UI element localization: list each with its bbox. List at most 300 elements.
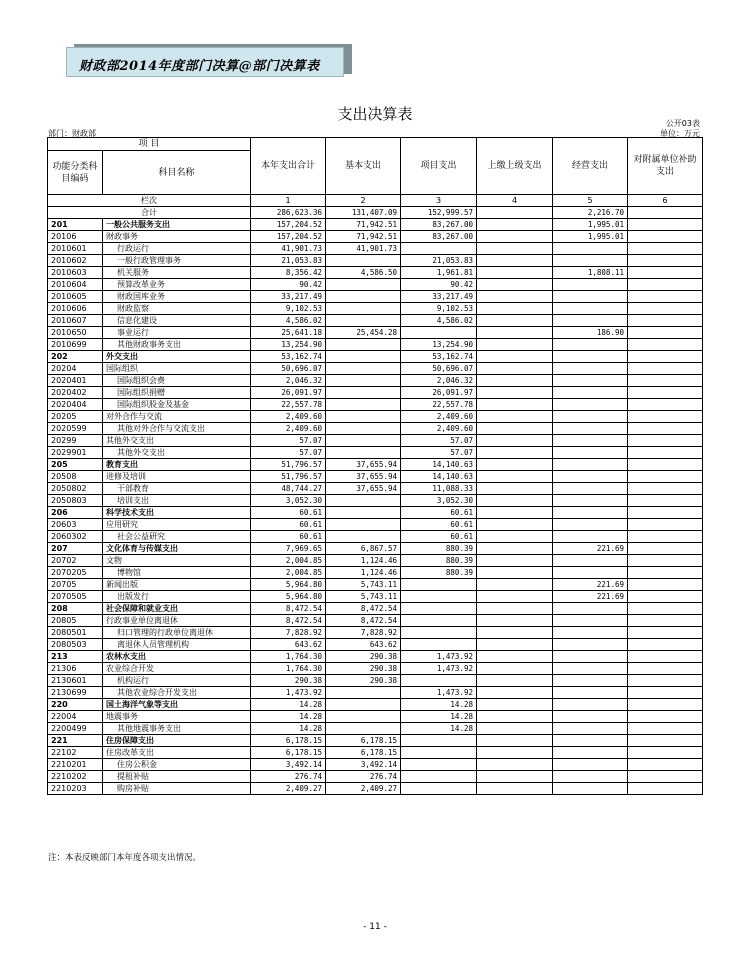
amount-cell: 8,356.42 <box>251 267 326 279</box>
amount-cell: 22,557.78 <box>401 399 477 411</box>
amount-cell: 21,053.83 <box>251 255 326 267</box>
subject-name: 文化体育与传媒支出 <box>103 543 251 555</box>
amount-cell: 8,472.54 <box>326 615 401 627</box>
amount-cell <box>401 603 477 615</box>
table-number: 公开03表 <box>665 119 700 128</box>
amount-cell: 22,557.78 <box>251 399 326 411</box>
amount-cell <box>628 687 703 699</box>
amount-cell <box>628 207 703 219</box>
amount-cell: 2,409.60 <box>401 411 477 423</box>
subject-name: 干部教育 <box>103 483 251 495</box>
subject-name: 新闻出版 <box>103 579 251 591</box>
amount-cell: 13,254.90 <box>401 339 477 351</box>
amount-cell <box>553 483 628 495</box>
subject-code: 2080503 <box>48 639 103 651</box>
amount-cell <box>477 363 553 375</box>
amount-cell: 53,162.74 <box>401 351 477 363</box>
amount-cell: 221.69 <box>553 579 628 591</box>
amount-cell: 7,828.92 <box>326 627 401 639</box>
subject-code: 2210203 <box>48 783 103 795</box>
subject-code: 208 <box>48 603 103 615</box>
amount-cell <box>553 723 628 735</box>
amount-cell: 25,454.28 <box>326 327 401 339</box>
amount-cell: 5,743.11 <box>326 591 401 603</box>
table-row <box>48 255 703 267</box>
amount-cell <box>553 567 628 579</box>
subject-code: 22102 <box>48 747 103 759</box>
amount-cell <box>326 435 401 447</box>
subject-code: 2010604 <box>48 279 103 291</box>
table-row <box>48 543 703 555</box>
amount-cell <box>477 579 553 591</box>
amount-cell <box>477 723 553 735</box>
subject-code: 20603 <box>48 519 103 531</box>
amount-cell: 1,995.01 <box>553 219 628 231</box>
amount-cell: 6,178.15 <box>326 747 401 759</box>
amount-cell: 14.28 <box>401 711 477 723</box>
amount-cell: 83,267.00 <box>401 231 477 243</box>
amount-cell <box>477 219 553 231</box>
subject-code: 202 <box>48 351 103 363</box>
amount-cell <box>477 207 553 219</box>
table-row <box>48 531 703 543</box>
amount-cell: 880.39 <box>401 555 477 567</box>
amount-cell <box>326 531 401 543</box>
amount-cell <box>401 327 477 339</box>
amount-cell <box>628 555 703 567</box>
amount-cell <box>553 771 628 783</box>
amount-cell: 14.28 <box>251 699 326 711</box>
amount-cell <box>553 687 628 699</box>
amount-cell <box>553 783 628 795</box>
subject-name: 对外合作与交流 <box>103 411 251 423</box>
amount-cell <box>628 675 703 687</box>
amount-cell <box>401 615 477 627</box>
amount-cell <box>553 243 628 255</box>
subject-name: 归口管理的行政单位离退休 <box>103 627 251 639</box>
column-index: 5 <box>553 195 628 207</box>
amount-cell <box>553 351 628 363</box>
subject-name: 文物 <box>103 555 251 567</box>
amount-cell <box>553 435 628 447</box>
amount-cell <box>477 531 553 543</box>
table-row <box>48 663 703 675</box>
amount-cell: 57.07 <box>401 435 477 447</box>
subject-name: 农林水支出 <box>103 651 251 663</box>
amount-cell <box>477 375 553 387</box>
subject-name: 其他农业综合开发支出 <box>103 687 251 699</box>
subject-name: 住房公积金 <box>103 759 251 771</box>
amount-cell <box>628 699 703 711</box>
amount-cell <box>628 411 703 423</box>
amount-cell <box>553 759 628 771</box>
table-row <box>48 243 703 255</box>
amount-cell <box>628 387 703 399</box>
table-row <box>48 783 703 795</box>
amount-cell <box>477 315 553 327</box>
subject-code: 2130699 <box>48 687 103 699</box>
amount-cell: 2,216.70 <box>553 207 628 219</box>
amount-cell <box>477 387 553 399</box>
amount-cell <box>477 759 553 771</box>
table-row <box>48 399 703 411</box>
subject-name: 住房改革支出 <box>103 747 251 759</box>
amount-cell: 90.42 <box>251 279 326 291</box>
table-row <box>48 495 703 507</box>
amount-cell: 25,641.18 <box>251 327 326 339</box>
table-row <box>48 627 703 639</box>
amount-cell <box>553 411 628 423</box>
amount-cell <box>628 531 703 543</box>
table-row <box>48 747 703 759</box>
amount-cell <box>628 483 703 495</box>
amount-cell: 157,204.52 <box>251 219 326 231</box>
amount-cell <box>628 771 703 783</box>
unit-label: 单位：万元 <box>660 129 700 138</box>
subject-code: 206 <box>48 507 103 519</box>
amount-cell: 90.42 <box>401 279 477 291</box>
table-row <box>48 411 703 423</box>
table-body <box>48 207 703 795</box>
amount-cell: 41,901.73 <box>326 243 401 255</box>
amount-cell <box>326 387 401 399</box>
amount-cell <box>628 351 703 363</box>
amount-cell <box>477 267 553 279</box>
table-row <box>48 339 703 351</box>
amount-cell <box>628 327 703 339</box>
amount-cell <box>628 711 703 723</box>
subject-code: 2029901 <box>48 447 103 459</box>
amount-cell <box>553 279 628 291</box>
amount-cell <box>628 615 703 627</box>
subject-name: 其他财政事务支出 <box>103 339 251 351</box>
subject-name: 国际组织会费 <box>103 375 251 387</box>
subject-code: 20204 <box>48 363 103 375</box>
table-row <box>48 711 703 723</box>
amount-cell: 1,473.92 <box>401 687 477 699</box>
amount-cell: 13,254.90 <box>251 339 326 351</box>
amount-cell <box>628 471 703 483</box>
table-row <box>48 459 703 471</box>
amount-cell <box>553 255 628 267</box>
subject-code: 2020599 <box>48 423 103 435</box>
amount-cell <box>326 279 401 291</box>
column-index: 1 <box>251 195 326 207</box>
amount-cell: 2,004.85 <box>251 567 326 579</box>
amount-cell: 14,140.63 <box>401 459 477 471</box>
amount-cell <box>553 447 628 459</box>
amount-cell <box>553 735 628 747</box>
subject-name: 进修及培训 <box>103 471 251 483</box>
subject-code: 2010603 <box>48 267 103 279</box>
table-row <box>48 471 703 483</box>
amount-cell: 50,696.07 <box>401 363 477 375</box>
amount-cell: 157,204.52 <box>251 231 326 243</box>
amount-cell: 9,102.53 <box>251 303 326 315</box>
amount-cell: 3,492.14 <box>251 759 326 771</box>
subject-code: 2080501 <box>48 627 103 639</box>
amount-cell: 5,743.11 <box>326 579 401 591</box>
amount-cell <box>477 279 553 291</box>
table-row <box>48 291 703 303</box>
amount-cell: 2,409.60 <box>251 423 326 435</box>
amount-cell <box>553 519 628 531</box>
amount-cell <box>477 615 553 627</box>
item-header: 项 目 <box>48 138 251 151</box>
amount-cell <box>553 339 628 351</box>
amount-cell <box>553 747 628 759</box>
amount-cell: 643.62 <box>251 639 326 651</box>
amount-cell: 2,409.60 <box>251 411 326 423</box>
subject-name: 国土海洋气象等支出 <box>103 699 251 711</box>
subject-name: 外交支出 <box>103 351 251 363</box>
amount-cell: 4,586.02 <box>251 315 326 327</box>
amount-cell: 60.61 <box>401 531 477 543</box>
amount-cell <box>401 735 477 747</box>
subject-name: 离退休人员管理机构 <box>103 639 251 651</box>
amount-cell <box>326 723 401 735</box>
amount-cell: 5,964.80 <box>251 579 326 591</box>
subject-code: 2010602 <box>48 255 103 267</box>
amount-cell: 1,473.92 <box>401 663 477 675</box>
amount-cell <box>477 507 553 519</box>
subject-code: 2050803 <box>48 495 103 507</box>
table-row <box>48 615 703 627</box>
amount-cell <box>326 351 401 363</box>
subject-code: 2010699 <box>48 339 103 351</box>
amount-cell <box>628 219 703 231</box>
amount-cell: 51,796.57 <box>251 471 326 483</box>
banner-text: 财政部2014年度部门决算@部门决算表 <box>79 59 320 74</box>
table-row <box>48 771 703 783</box>
table-row <box>48 723 703 735</box>
amount-cell: 37,655.94 <box>326 459 401 471</box>
subject-name: 农业综合开发 <box>103 663 251 675</box>
amount-cell: 643.62 <box>326 639 401 651</box>
subject-name: 机构运行 <box>103 675 251 687</box>
amount-cell <box>477 675 553 687</box>
table-row <box>48 687 703 699</box>
subject-code: 20205 <box>48 411 103 423</box>
column-index: 4 <box>477 195 553 207</box>
table-row <box>48 735 703 747</box>
amount-cell <box>628 375 703 387</box>
amount-cell <box>326 495 401 507</box>
amount-cell <box>553 303 628 315</box>
table-row <box>48 651 703 663</box>
amount-cell <box>553 711 628 723</box>
amount-cell <box>553 507 628 519</box>
amount-cell <box>553 471 628 483</box>
amount-cell <box>628 567 703 579</box>
amount-cell <box>477 495 553 507</box>
table-row <box>48 507 703 519</box>
amount-cell <box>477 543 553 555</box>
subject-name: 机关服务 <box>103 267 251 279</box>
subject-code: 201 <box>48 219 103 231</box>
amount-cell: 2,409.60 <box>401 423 477 435</box>
amount-cell <box>477 699 553 711</box>
table-row <box>48 675 703 687</box>
subject-name: 财政监察 <box>103 303 251 315</box>
amount-cell <box>628 447 703 459</box>
amount-cell <box>326 687 401 699</box>
table-row <box>48 219 703 231</box>
amount-cell: 1,124.46 <box>326 555 401 567</box>
amount-cell <box>628 363 703 375</box>
subject-code: 2210202 <box>48 771 103 783</box>
amount-cell: 57.07 <box>251 447 326 459</box>
amount-cell: 37,655.94 <box>326 483 401 495</box>
subject-name: 社会保障和就业支出 <box>103 603 251 615</box>
subject-code: 207 <box>48 543 103 555</box>
amount-cell: 1,764.30 <box>251 663 326 675</box>
amount-cell: 290.38 <box>326 663 401 675</box>
column-index: 3 <box>401 195 477 207</box>
amount-cell <box>628 663 703 675</box>
amount-cell <box>326 423 401 435</box>
subject-name: 购房补贴 <box>103 783 251 795</box>
subject-code: 2210201 <box>48 759 103 771</box>
amount-cell <box>553 315 628 327</box>
subject-name: 事业运行 <box>103 327 251 339</box>
amount-cell <box>401 591 477 603</box>
amount-cell: 60.61 <box>401 519 477 531</box>
subject-name: 国际组织捐赠 <box>103 387 251 399</box>
amount-cell: 6,867.57 <box>326 543 401 555</box>
subject-code: 2020401 <box>48 375 103 387</box>
table-row <box>48 699 703 711</box>
amount-cell <box>477 327 553 339</box>
amount-cell: 7,828.92 <box>251 627 326 639</box>
subject-name: 一般公共服务支出 <box>103 219 251 231</box>
amount-cell <box>326 315 401 327</box>
subject-code: 2010650 <box>48 327 103 339</box>
amount-cell: 131,407.09 <box>326 207 401 219</box>
table-row <box>48 603 703 615</box>
col-header-project: 项目支出 <box>401 138 477 195</box>
subject-name: 社会公益研究 <box>103 531 251 543</box>
amount-cell <box>553 375 628 387</box>
amount-cell: 6,178.15 <box>326 735 401 747</box>
amount-cell: 33,217.49 <box>251 291 326 303</box>
amount-cell <box>477 591 553 603</box>
amount-cell <box>477 471 553 483</box>
subject-name: 培训支出 <box>103 495 251 507</box>
amount-cell <box>477 735 553 747</box>
subject-code: 2200499 <box>48 723 103 735</box>
amount-cell: 1,764.30 <box>251 651 326 663</box>
amount-cell: 37,655.94 <box>326 471 401 483</box>
amount-cell <box>326 255 401 267</box>
subject-name: 一般行政管理事务 <box>103 255 251 267</box>
table-row <box>48 267 703 279</box>
amount-cell <box>477 483 553 495</box>
amount-cell: 2,046.32 <box>251 375 326 387</box>
subject-name: 国际组织 <box>103 363 251 375</box>
col-header-basic: 基本支出 <box>326 138 401 195</box>
amount-cell <box>553 663 628 675</box>
amount-cell <box>326 711 401 723</box>
amount-cell <box>628 267 703 279</box>
table-row <box>48 567 703 579</box>
subject-name: 应用研究 <box>103 519 251 531</box>
amount-cell <box>628 735 703 747</box>
subject-code: 2010605 <box>48 291 103 303</box>
amount-cell <box>628 435 703 447</box>
column-index: 2 <box>326 195 401 207</box>
column-index: 6 <box>628 195 703 207</box>
amount-cell: 60.61 <box>251 507 326 519</box>
subject-code: 2010601 <box>48 243 103 255</box>
amount-cell <box>628 459 703 471</box>
amount-cell <box>628 627 703 639</box>
subject-code: 2130601 <box>48 675 103 687</box>
amount-cell <box>477 555 553 567</box>
amount-cell <box>326 363 401 375</box>
table-row <box>48 639 703 651</box>
amount-cell: 14,140.63 <box>401 471 477 483</box>
col-header-total: 本年支出合计 <box>251 138 326 195</box>
amount-cell <box>553 363 628 375</box>
expenditure-table <box>47 137 703 795</box>
amount-cell: 3,052.30 <box>401 495 477 507</box>
amount-cell <box>477 627 553 639</box>
amount-cell <box>628 747 703 759</box>
amount-cell <box>553 495 628 507</box>
amount-cell: 276.74 <box>251 771 326 783</box>
amount-cell <box>553 291 628 303</box>
amount-cell <box>553 459 628 471</box>
amount-cell: 1,473.92 <box>251 687 326 699</box>
amount-cell <box>553 699 628 711</box>
subject-name: 财政事务 <box>103 231 251 243</box>
amount-cell: 1,124.46 <box>326 567 401 579</box>
subject-name: 出版发行 <box>103 591 251 603</box>
table-row <box>48 423 703 435</box>
subject-name: 财政国库业务 <box>103 291 251 303</box>
amount-cell <box>477 423 553 435</box>
subject-name: 博物馆 <box>103 567 251 579</box>
amount-cell: 9,102.53 <box>401 303 477 315</box>
amount-cell <box>477 459 553 471</box>
amount-cell <box>326 507 401 519</box>
table-row <box>48 231 703 243</box>
subject-name: 其他外交支出 <box>103 435 251 447</box>
column-index-label: 栏次 <box>48 195 251 207</box>
amount-cell: 8,472.54 <box>326 603 401 615</box>
table-row <box>48 303 703 315</box>
amount-cell: 880.39 <box>401 567 477 579</box>
amount-cell: 1,995.01 <box>553 231 628 243</box>
amount-cell: 221.69 <box>553 591 628 603</box>
amount-cell: 8,472.54 <box>251 615 326 627</box>
table-row <box>48 555 703 567</box>
table-row <box>48 591 703 603</box>
amount-cell: 2,409.27 <box>251 783 326 795</box>
subject-code: 20702 <box>48 555 103 567</box>
amount-cell: 83,267.00 <box>401 219 477 231</box>
amount-cell: 1,961.81 <box>401 267 477 279</box>
amount-cell <box>401 759 477 771</box>
header-banner <box>66 47 344 77</box>
amount-cell: 221.69 <box>553 543 628 555</box>
table-row <box>48 579 703 591</box>
amount-cell: 48,744.27 <box>251 483 326 495</box>
table-row <box>48 315 703 327</box>
amount-cell <box>628 243 703 255</box>
amount-cell <box>477 603 553 615</box>
